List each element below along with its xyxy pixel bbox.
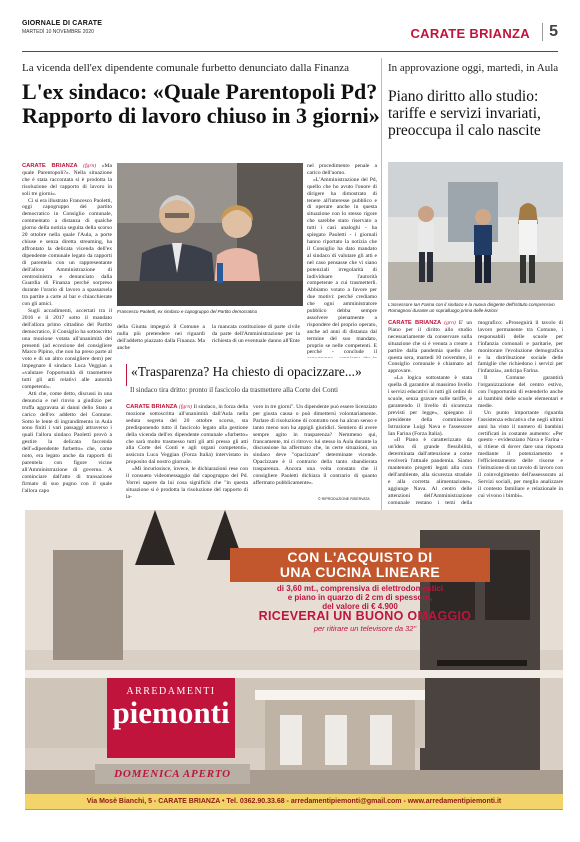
paragraph: Un punto importante riguarda l'assistenza educativa che negli ultimi anni ha visto il numero di bambini certificati in costante aumento: «Per questo - evidenziano Nava e Farina - si ritiene di dover dare una risposta mediante il potenziamento e l'efficientamento delle risorse e l'istituzione di un tavolo di lavoro con il coinvolgimento dell'assessorato ai Servizi sociali, per meglio analizzare il contesto familiare e relazionale in cui vivono i bimbi».	[478, 409, 563, 499]
dateline: CARATE BRIANZA	[388, 320, 442, 326]
right-kicker: In approvazione oggi, martedì, in Aula	[388, 62, 559, 74]
paragraph: «Il Piano è caratterizzato da un'idea di grande flessibilità, determinata dall'attenzione a come evolverà l'attuale pandemia. Siamo mantenuto progetti legati alla cura dell'ambiente, alla sicurezza stradale e alla corretta alimentazione», aggiunge Nava. Al centro delle attenzioni dell'Amministrazione comunale restano i temi della	[388, 437, 472, 505]
advert-contact-footer: Via Mosè Bianchi, 5 - CARATE BRIANZA • Tel. 0362.90.33.68 - arredamentipiemonti@gmail.com - www.arredamentipiemonti.it	[25, 794, 563, 809]
advert-detail-line-1: di 3,60 mt., comprensiva di elettrodomestici	[276, 584, 444, 593]
paragraph: voro in tre giorni". Un dipendente può essere licenziato per giusta causa o può dimettersi volontariamente. Parlare di risoluzione di contratto non ha alcun senso e tanto meno non ha appigli giuridici. Sentiero di averе sempre agito in trasparenza? Nemmeno qui, francamente, mi ci ritrovo: lui stesso in Aula durante la discussione ha affermato che, in certe situazioni, un sindaco deve "opacizzare" determinate vicende. Opacizzare è il contrario della tanto sbandierata trasparenza. Ancora una volta constato che il consigliere Paoletti dichiara il contrario di quanto affermato pubblicamente».	[253, 404, 377, 486]
column-divider	[381, 58, 382, 568]
paragraph: mografico: «Proseguirà il tavolo di lavoro permanente tra Comune, i responsabili delle scuole per l'infanzia comunali e paritarie, per monitorare l'evoluzione demografica e la distribuzione sociale delle famiglie che richiedono i servizi per l'infanzia», anticipa Farina.	[478, 320, 563, 375]
copyright-credit: © RIPRODUZIONE RISERVATA	[318, 497, 370, 501]
paragraph: della Giunta impegnò il Comune a nulla più pretendere nei riguardi dell'addetto piazzato dalla Finanza. Ma anche	[117, 324, 205, 351]
store-logo-line-2: piemonti	[112, 695, 230, 730]
left-headline-line-2: Rapporto di lavoro chiuso in 3 giorni»	[22, 103, 380, 128]
photo-caption: L'assessore Ian Farina con il sindaco e la nuova dirigente dell'istituto comprensivo Romagnosi durante un sopralluogo prima delle lezioni	[388, 302, 555, 313]
paragraph: «L'Amministrazione del Pd, quello che ho avuto l'onore di dirigere ha dimostrato di tenere all'interesse pubblico e di operare anche in questa situazione con lo stesso rigore che sarebbe stato riservato a tutti i casi analoghi - ha spiegato Paoletti - i giornali hanno riportato la notizia che il Consiglio ha dato mandato al sindaco di valutare gli atti e nel caso pensasse che vi siano potenziali irregolarità di individuare l'autorità competente a cui trasmetterli. Abbiamo votato a favore per due motivi: perché crediamo che ogni amministratore pubblico debba sempre assolvere pienamente a rispondere del proprio operato, anche ad anni di distanza dal termine del suo mandato, proprio se nelle competenti. E perché - conclude il	[307, 176, 377, 356]
byline: (grn)	[444, 320, 456, 326]
advert-headline-line-1: CON L'ACQUISTO DI	[287, 549, 433, 565]
paragraph: E' un Piano per il diritto allo studio necessariamente da conservare sulla situazione che si è venuta a creare a partire dalla pandemia quello che questa sera, martedì 10 novembre, il Consiglio comunale è chiamato ad approvare.	[388, 320, 472, 375]
advert-offer: RICEVERAI UN BUONO OMAGGIO	[258, 609, 472, 623]
sunday-open-badge: DOMENICA APERTO	[95, 764, 250, 784]
store-logo-line-1: ARREDAMENTI	[126, 686, 216, 697]
photo-caption: Francesco Paoletti, ex sindaco e capogruppo del Partito democratico	[117, 309, 258, 314]
right-headline-line-3: preoccupa il calo nascite	[388, 122, 541, 139]
photo-illustration	[117, 163, 303, 306]
right-headline-line-2: tariffe e servizi invariati,	[388, 105, 541, 122]
store-logo	[107, 678, 235, 758]
left-kicker: La vicenda dell'ex dipendente comunale furbetto denunciato dalla Finanza	[22, 62, 349, 74]
byline: (fgrn)	[83, 163, 97, 169]
left-article-col-2	[117, 324, 205, 358]
advert-detail-line-2: e piano in quarzo di 2 cm di spessore,	[287, 593, 433, 602]
paper-name: GIORNALE DI CARATE	[22, 20, 103, 27]
advert-offer-detail: per ritirare un televisore da 32"	[313, 624, 417, 633]
page-number: 5	[542, 23, 558, 41]
advert-detail-line-3: del valore di € 4.900	[322, 602, 398, 611]
advert-headline-line-2: UNA CUCINA LINEARE	[279, 564, 441, 580]
paragraph: «Mi incuriosisce, invece, le dichiarazioni rese con il consueto videomessaggio dal capogruppo del Pd. Vorrei sapere da lui cosa significhi che "in questa situazione si è prodotta la risoluzione del rapporto di la-	[126, 466, 248, 500]
photo-illustration	[388, 162, 563, 300]
left-article-col-3	[212, 324, 300, 358]
photo-school-visit	[388, 162, 563, 300]
paragraph: Atti che, come detto, discussi in una denuncia e nel rinvio a giudizio per truffa aggravata ai danni dello Stato a carico dell'ex addetto del Comune. Sotto le lente di ingrandimento in Aula sono finiti i vari passaggi attraverso i quali l'allora sindaco Paoletti provò a gestire la delicata faccenda dell'«dipendente furbetto» che, come noto, era legato anche da rapporti di parentela con figure vicine all'Amministrazione di governo. A cominciare dall'atto di transazione firmato di suo pugno con il quale l'allora capo	[22, 390, 112, 494]
left-headline	[22, 80, 382, 128]
paragraph: Il Comune garantirà l'organizzazione del centro estivo, con l'opportunità di estenderlo anche ai bambini delle scuole elementari e medie.	[478, 375, 563, 409]
paragraph: la mancata costituzione di parte civile da parte dell'Amministrazione per la richiesta di un eventuale danno all'Ente	[212, 324, 300, 344]
paragraph: nel procedimento penale a carico dell'uomo.	[307, 163, 377, 176]
byline: (fgrn)	[178, 404, 193, 410]
left-article-col-1	[22, 163, 112, 543]
right-article-col-1	[388, 320, 472, 505]
right-headline	[388, 88, 563, 139]
box-title: «Trasparenza? Ha chiesto di opacizzare...»	[126, 364, 376, 386]
section-title: CARATE BRIANZA	[410, 26, 530, 41]
photo-paoletti	[117, 163, 303, 306]
kitchen-advert	[25, 510, 563, 810]
box-col-1	[126, 404, 248, 504]
dateline: CARATE BRIANZA	[126, 404, 178, 410]
issue-date: MARTEDÌ 10 NOVEMBRE 2020	[22, 29, 94, 35]
left-headline-line-1: L'ex sindaco: «Quale Parentopoli Pd?	[22, 79, 378, 104]
left-article-col-4	[307, 163, 377, 358]
advert-headline	[230, 548, 490, 582]
masthead	[22, 20, 558, 52]
box-col-2	[253, 404, 377, 496]
dateline: CARATE BRIANZA	[22, 163, 78, 169]
paragraph: «La logica sottostante è stata quella di garantire al massimo livello i servizi educativi in tutti gli ordini di scuole, senza gravare sulle tariffe, e garantendo il livello di sicurezza previsti per legge», spiegano il presidente della commissione Istruzione Luigi Nava e l'assessore Ian Farina (Forza Italia).	[388, 375, 472, 437]
right-headline-line-1: Piano diritto allo studio:	[388, 88, 539, 105]
paragraph: «Ma quale Parentopoli?». Nella situazione che è stata raccontata si è prodotta la risoluzione del rapporto di lavoro in soli tre giorni».	[22, 163, 112, 197]
paragraph: Ci si era illustrato Francesco Paoletti, oggi capogruppo del partito democratico in Consiglio comunale, commentato a distanza di qualche giorno della notizia seguita della scorso 20 ottobre nella quale l'Aula, a porte chiuse e senza diretta streaming, ha affrontato la delicata vicenda dell'ex dipendente comunale legato da rapporti di parentela con un rappresentante dell'allora Amministrazione di centrosinistra e denunciato dalla Guardia di Finanza perché sorpreso durante l'orario di lavoro a spassarsela tra partite a carte al bar e chiacchierate con gli amici.	[22, 197, 112, 308]
right-article-col-2	[478, 320, 563, 505]
box-subtitle: Il sindaco tira dritto: pronto il fascicolo da trasmettere alla Corte dei Conti	[130, 386, 338, 394]
paragraph: Il sindaco, in forza della mozione sottoscritta all'unanimità dall'Aula nella seduta segreta del 20 ottobre scorso, sta predisponendo tutto il fascicolo legato alla gestione della vicenda dell'ex dipendente comunale «furbetto» che sarà molto trasmesso tutti gli atti presso gli atti alla Corte dei Conti e agli organi competenti», assicura Luca Veggian (Forza Italia) intervistato in proposito dal nostro giornale.	[126, 404, 248, 466]
paragraph: Sugli accadimenti, accertati tra il 2016 e il 2017 sotto il mandato dell'allora primo cittadino del Partito democratico, il Consiglio ha sottoscritto una mozione votata all'unanimità dei presenti (ad eccezione del consigliere Marco Pipino, che non ha preso parte al voto e di un altro consigliere dem) per impegnare il sindaco Luca Veggian a «valutare l'opportunità di trasmettere tutti gli atti relativi alle autorità competenti».	[22, 308, 112, 390]
